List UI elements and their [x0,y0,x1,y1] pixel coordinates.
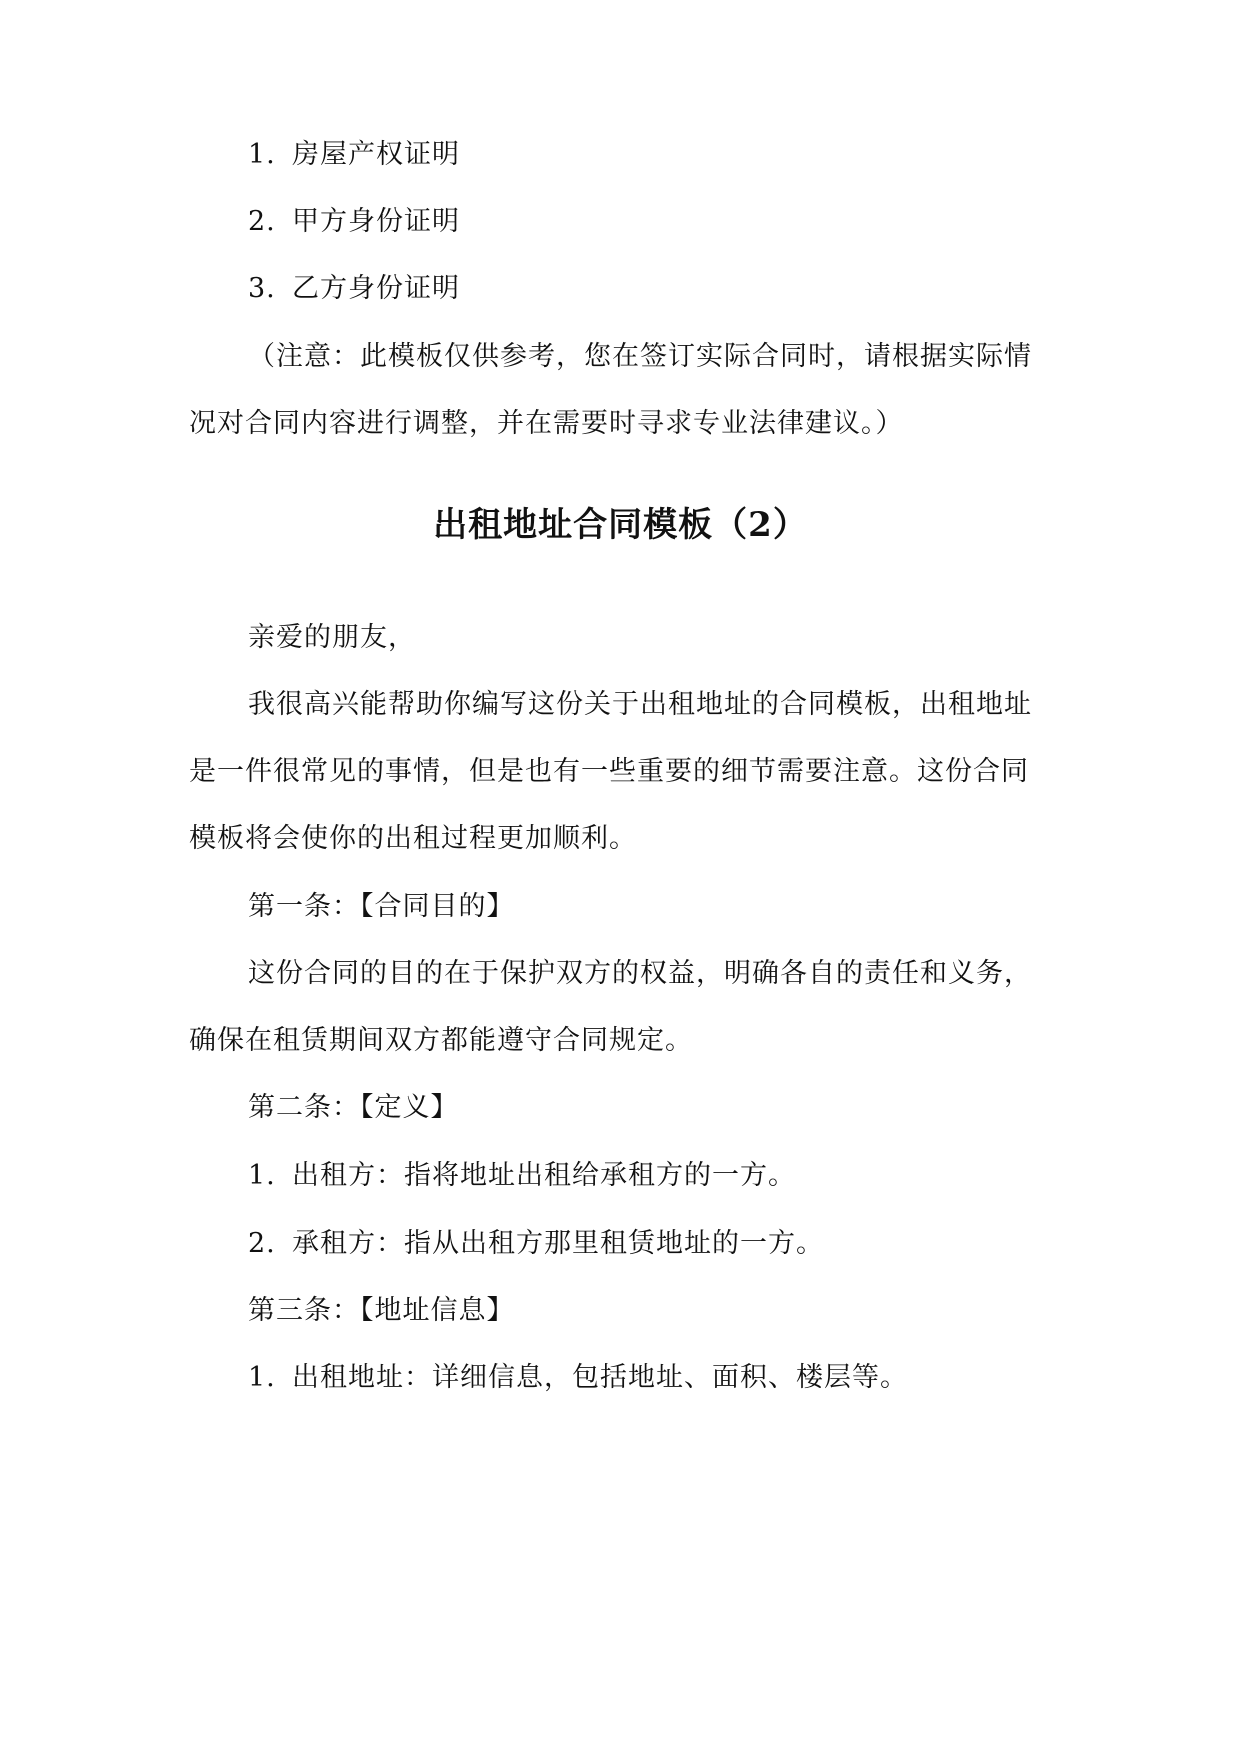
list-number: 2. [248,1228,276,1259]
list-text: 房屋产权证明 [292,139,460,170]
list-item [248,1226,824,1262]
list-item [248,137,460,173]
list-text: 承租方：指从出租方那里租赁地址的一方。 [292,1228,824,1259]
list-number: 1. [248,1160,276,1191]
article-1-heading: 第一条：【合同目的】 [248,891,515,922]
document-title: 出租地址合同模板（2） [433,505,808,545]
list-number: 3. [248,273,276,304]
intro-line-3: 模板将会使你的出租过程更加顺利。 [189,823,637,854]
list-text: 出租地址：详细信息，包括地址、面积、楼层等。 [292,1362,908,1393]
list-text: 甲方身份证明 [292,206,460,237]
article-2-heading: 第二条：【定义】 [248,1092,459,1123]
intro-line-2: 是一件很常见的事情，但是也有一些重要的细节需要注意。这份合同 [189,756,1029,787]
intro-line-1: 我很高兴能帮助你编写这份关于出租地址的合同模板，出租地址 [248,689,1032,720]
list-item [248,1360,908,1396]
article-1-line-1: 这份合同的目的在于保护双方的权益，明确各自的责任和义务， [248,958,1032,989]
list-text: 乙方身份证明 [292,273,460,304]
article-3-heading: 第三条：【地址信息】 [248,1295,515,1326]
note-line-2: 况对合同内容进行调整，并在需要时寻求专业法律建议。） [189,408,904,439]
list-text: 出租方：指将地址出租给承租方的一方。 [292,1160,796,1191]
article-1-line-2: 确保在租赁期间双方都能遵守合同规定。 [189,1025,693,1056]
list-item [248,1158,796,1194]
list-number: 1. [248,139,276,170]
list-number: 2. [248,206,276,237]
greeting: 亲爱的朋友， [248,622,416,653]
note-line-1: （注意：此模板仅供参考，您在签订实际合同时，请根据实际情 [248,341,1032,372]
list-number: 1. [248,1362,276,1393]
list-item [248,204,460,240]
list-item [248,271,460,307]
